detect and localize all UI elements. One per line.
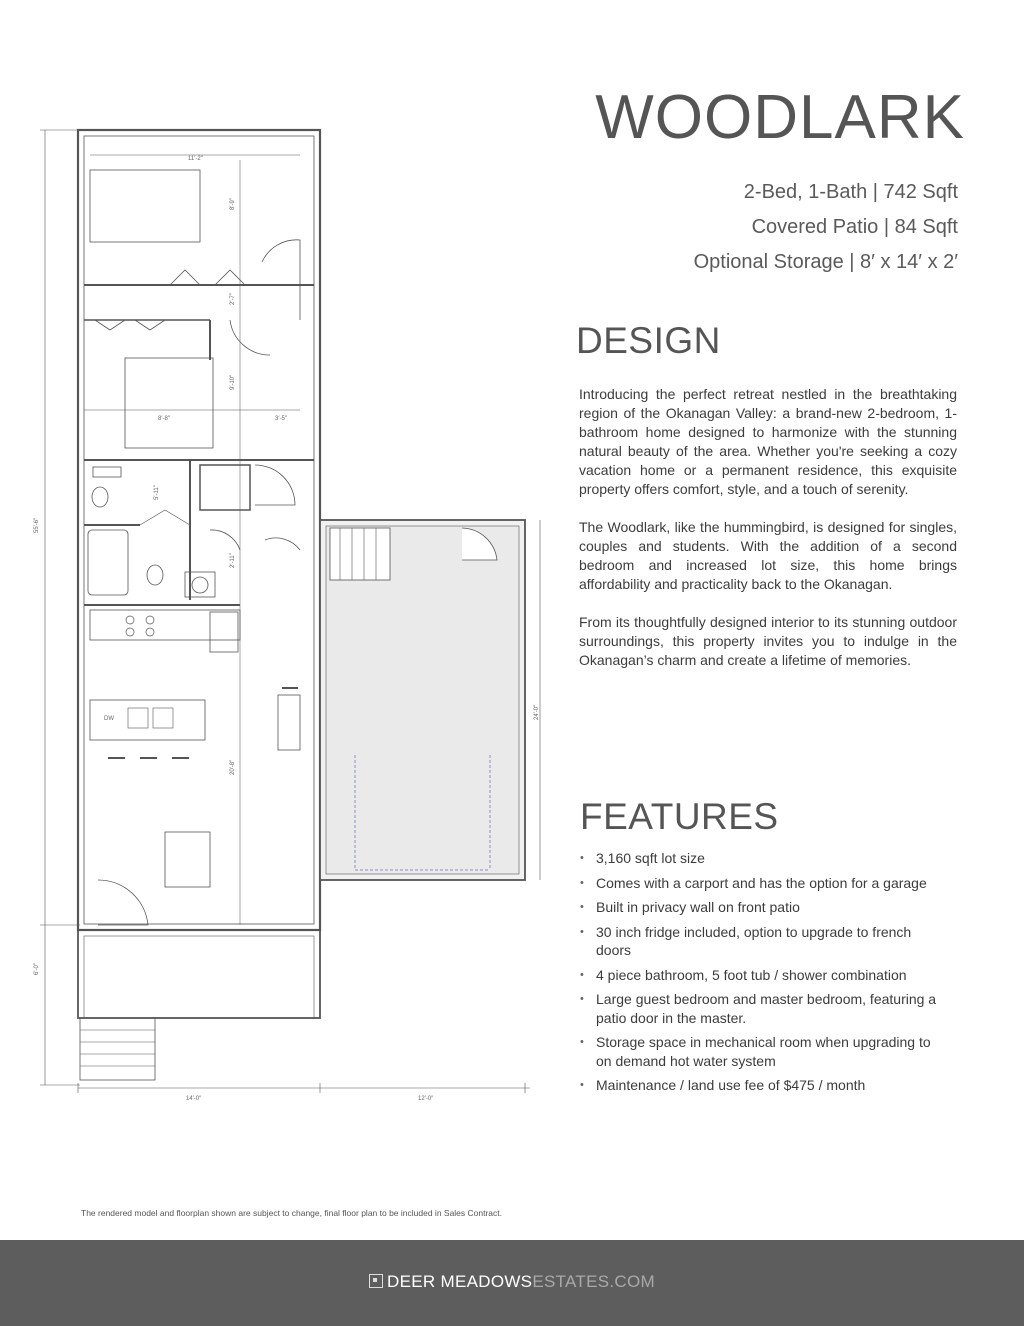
spec-covered-patio: Covered Patio | 84 Sqft <box>751 216 958 238</box>
dim-bed2-depth: 9′-10″ <box>230 374 236 390</box>
feature-item: • Storage space in mechanical room when upgrading to on demand hot water system <box>580 1033 950 1070</box>
dim-closet: 2′-7″ <box>230 293 236 305</box>
feature-item: • 3,160 sqft lot size <box>580 849 950 868</box>
design-paragraph: The Woodlark, like the hummingbird, is designed for singles, couples and students. With the addition of a second bedroom and increased lot size, this home brings affordability and practicality back to the Okanagan. <box>579 519 957 592</box>
model-specs <box>694 175 958 280</box>
design-description <box>579 385 957 689</box>
dim-mech: 2′-11″ <box>230 553 236 568</box>
feature-item: • 30 inch fridge included, option to upgrade to french doors <box>580 923 950 960</box>
dim-bed1-depth: 8′-9″ <box>230 198 236 210</box>
features-list <box>580 849 950 1101</box>
design-paragraph: From its thoughtfully designed interior to its stunning outdoor surroundings, this property invites you to indulge in the Okanagan’s charm and create a lifetime of memories. <box>579 614 957 668</box>
dim-patio-depth: 6′-0″ <box>34 963 40 975</box>
spec-optional-storage: Optional Storage | 8′ x 14′ x 2′ <box>693 251 958 273</box>
feature-item: • Built in privacy wall on front patio <box>580 898 950 917</box>
design-paragraph: Introducing the perfect retreat nestled in the breathtaking region of the Okanagan Valley: a brand-new 2-bedroom, 1-bathroom home designed to harmonize with the stunning natural beauty of the area. Whether you're seeking a cozy vacation home or a permanent residence, this exquisite property offers comfort, style, and a touch of serenity. <box>579 386 957 497</box>
dim-overall-height: 55′-6″ <box>34 517 40 533</box>
dim-carport-width: 12′-0″ <box>418 1096 434 1102</box>
label-dishwasher: DW <box>104 716 114 722</box>
floor-plan <box>0 110 545 1110</box>
dim-great-room: 20′-8″ <box>230 759 236 775</box>
footer-bar <box>0 1240 1024 1326</box>
features-heading: FEATURES <box>580 796 779 837</box>
dim-carport-depth: 24′-0″ <box>534 704 540 720</box>
design-heading: DESIGN <box>576 320 721 361</box>
model-title: WOODLARK <box>595 83 965 152</box>
dim-house-width: 14′-0″ <box>186 1096 202 1102</box>
dim-bath: 5′-11″ <box>154 485 160 500</box>
footer-brand-link[interactable] <box>0 1272 1024 1292</box>
brand-name-bold: DEER MEADOWS <box>387 1272 533 1291</box>
feature-item: • 4 piece bathroom, 5 foot tub / shower combination <box>580 966 950 985</box>
dim-bed2-width: 8′-8″ <box>158 416 170 422</box>
feature-item: • Maintenance / land use fee of $475 / month <box>580 1076 950 1095</box>
feature-item: • Large guest bedroom and master bedroom, featuring a patio door in the master. <box>580 990 950 1027</box>
spec-bed-bath-sqft: 2-Bed, 1-Bath | 742 Sqft <box>743 181 958 203</box>
dim-hall-width: 3′-5″ <box>275 416 287 422</box>
brand-logo-icon <box>369 1274 383 1288</box>
feature-item: • Comes with a carport and has the option for a garage <box>580 874 950 893</box>
disclaimer: The rendered model and floorplan shown are subject to change, final floor plan to be included in Sales Contract. <box>81 1208 503 1218</box>
dim-bed1-width: 11′-2″ <box>188 156 203 162</box>
brand-name-light: ESTATES.COM <box>532 1272 655 1291</box>
